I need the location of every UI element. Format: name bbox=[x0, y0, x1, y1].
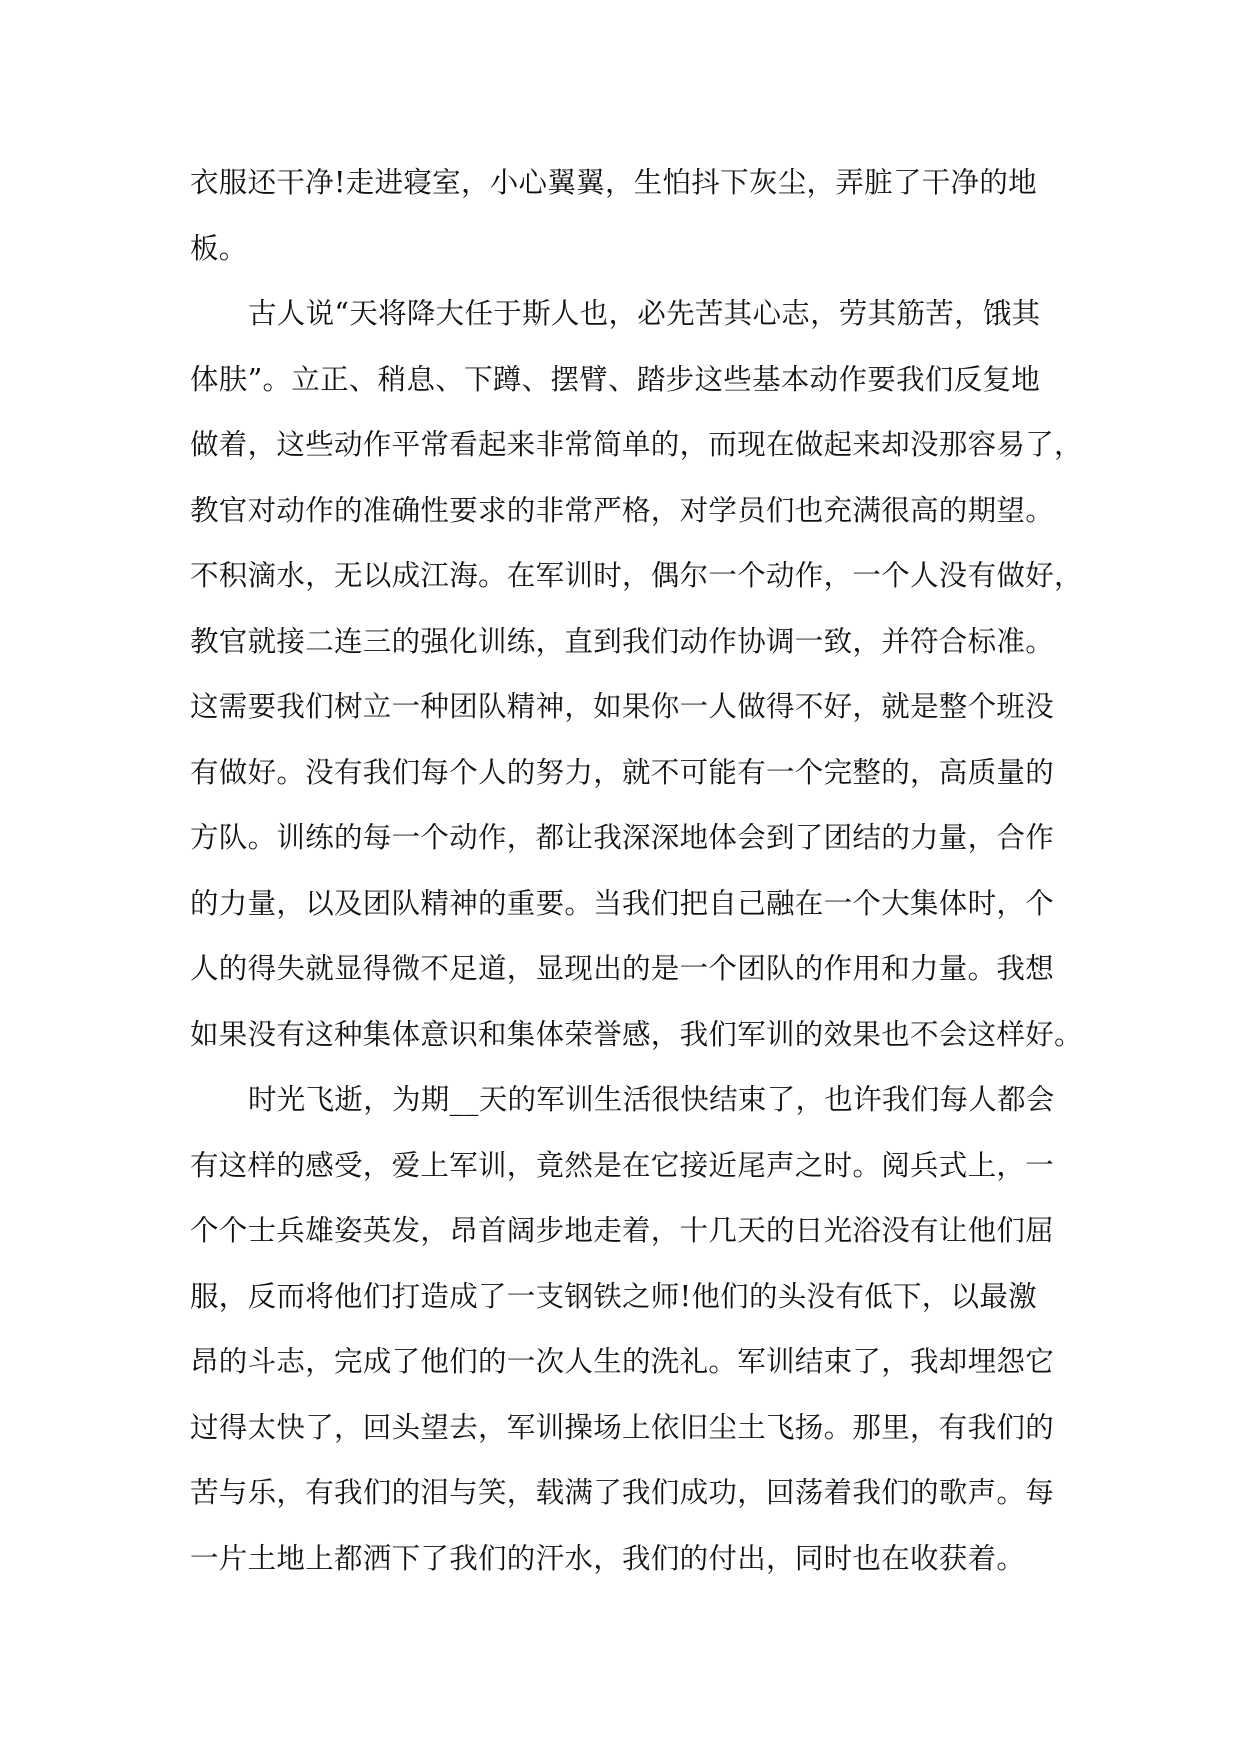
text-line: 有做好。没有我们每个人的努力，就不可能有一个完整的，高质量的 bbox=[190, 755, 1055, 789]
text-line: 过得太快了，回头望去，军训操场上依旧尘土飞扬。那里，有我们的 bbox=[190, 1410, 1055, 1444]
text-line: 苦与乐，有我们的泪与笑，载满了我们成功，回荡着我们的歌声。每 bbox=[190, 1476, 1055, 1509]
text-line: 这需要我们树立一种团队精神，如果你一人做得不好，就是整个班没 bbox=[190, 690, 1055, 723]
text-line: 衣服还干净!走进寝室，小心翼翼，生怕抖下灰尘，弄脏了干净的地 bbox=[190, 166, 1037, 199]
paragraph-1 bbox=[190, 150, 1070, 281]
text-line: 个个士兵雄姿英发，昂首阔步地走着，十几天的日光浴没有让他们屈 bbox=[190, 1214, 1055, 1247]
text-line: 昂的斗志，完成了他们的一次人生的洗礼。军训结束了，我却埋怨它 bbox=[190, 1345, 1055, 1378]
text-line: 板。 bbox=[190, 231, 248, 265]
text-line: 有这样的感受，爱上军训，竟然是在它接近尾声之时。阅兵式上，一 bbox=[190, 1148, 1055, 1182]
text-line: 服，反而将他们打造成了一支钢铁之师!他们的头没有低下，以最激 bbox=[190, 1279, 1037, 1313]
text-line: 古人说“天将降大任于斯人也，必先苦其心志，劳其筋苦，饿其 bbox=[248, 297, 1041, 330]
text-line: 人的得失就显得微不足道，显现出的是一个团队的作用和力量。我想 bbox=[190, 952, 1055, 985]
document-body bbox=[190, 150, 1083, 1591]
text-line: 不积滴水，无以成江海。在军训时，偶尔一个动作，一个人没有做好， bbox=[190, 559, 1083, 592]
text-line: 体肤”。立正、稍息、下蹲、摆臂、踏步这些基本动作要我们反复地 bbox=[190, 362, 1041, 396]
paragraph-2 bbox=[190, 281, 1083, 1067]
text-line: 时光飞逝，为期__天的军训生活很快结束了，也许我们每人都会 bbox=[248, 1083, 1055, 1116]
text-line: 的力量，以及团队精神的重要。当我们把自己融在一个大集体时，个 bbox=[190, 886, 1055, 920]
text-line: 教官对动作的准确性要求的非常严格，对学员们也充满很高的期望。 bbox=[190, 493, 1055, 527]
text-line: 教官就接二连三的强化训练，直到我们动作协调一致，并符合标准。 bbox=[190, 624, 1055, 658]
text-line: 方队。训练的每一个动作，都让我深深地体会到了团结的力量，合作 bbox=[190, 821, 1055, 854]
text-line: 做着，这些动作平常看起来非常简单的，而现在做起来却没那容易了， bbox=[190, 428, 1083, 461]
text-line: 一片土地上都洒下了我们的汗水，我们的付出，同时也在收获着。 bbox=[190, 1541, 1026, 1575]
text-line: 如果没有这种集体意识和集体荣誉感，我们军训的效果也不会这样好。 bbox=[190, 1017, 1083, 1051]
paragraph-3 bbox=[190, 1067, 1070, 1591]
